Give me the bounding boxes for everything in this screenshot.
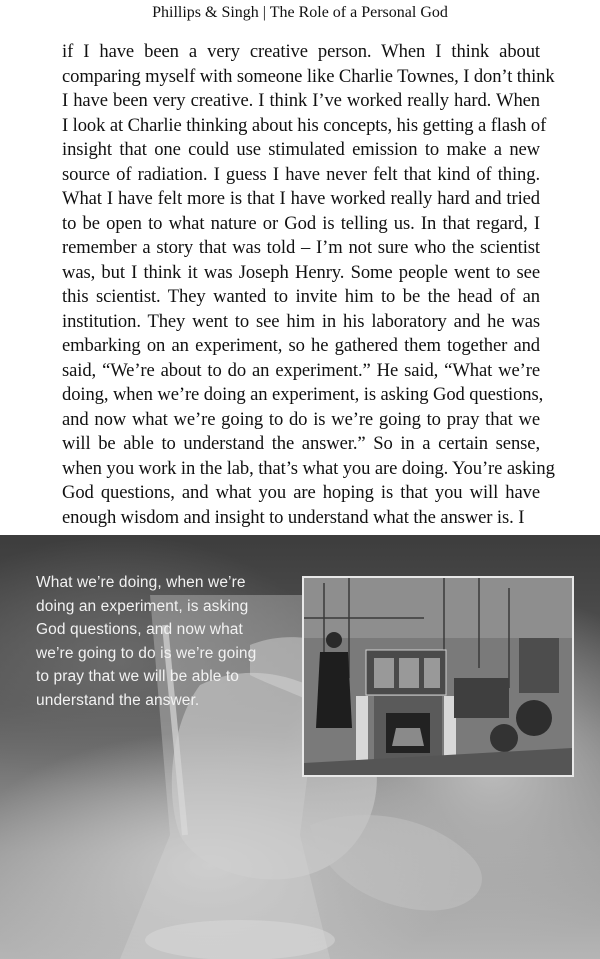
body-line: I look at Charlie thinking about his concepts, his getting a flash of — [62, 114, 547, 136]
body-line: this scientist. They wanted to invite him to be the head of an — [62, 286, 540, 307]
pull-quote-line: doing an experiment, is asking — [36, 597, 249, 615]
photo-panel — [0, 535, 600, 959]
pull-quote-line: God questions, and now what — [36, 621, 243, 638]
body-line: doing, when we’re doing an experiment, is asking God questions, — [62, 384, 544, 405]
laboratory-photo — [302, 576, 574, 777]
body-line: source of radiation. I guess I have never felt that kind of thing. — [62, 163, 540, 185]
body-line: was, but I think it was Joseph Henry. Some people went to see — [62, 261, 540, 283]
running-head: Phillips & Singh | The Role of a Personal God — [152, 4, 448, 21]
body-line: What I have felt more is that I have worked really hard and tried — [62, 188, 540, 209]
body-line: I have been very creative. I think I’ve worked really hard. When — [62, 90, 540, 111]
body-line: remember a story that was told – I’m not sure who the scientist — [62, 237, 540, 258]
pull-quote-line: What we’re doing, when we’re — [36, 574, 246, 591]
pull-quote-line: understand the answer. — [36, 691, 200, 709]
body-line: if I have been a very creative person. When I think about — [62, 41, 540, 62]
body-line: enough wisdom and insight to understand what the answer is. I — [62, 506, 525, 528]
body-line: institution. They went to see him in his laboratory and he was — [62, 310, 540, 332]
body-line: embarking on an experiment, so he gathered them together and — [62, 335, 540, 356]
body-line: to be open to what nature or God is telling us. In that regard, I — [62, 212, 540, 234]
body-line: said, “We’re about to do an experiment.” He said, “What we’re — [62, 359, 540, 381]
body-line: comparing myself with someone like Charlie Townes, I don’t think — [62, 65, 555, 87]
body-line: will be able to understand the answer.” So in a certain sense, — [62, 433, 540, 454]
pull-quote-line: to pray that we will be able to — [36, 668, 239, 685]
body-line: and now what we’re going to do is we’re going to pray that we — [62, 408, 540, 430]
laboratory-scene-illustration — [304, 578, 572, 775]
body-line: insight that one could use stimulated emission to make a new — [62, 139, 540, 160]
pull-quote-line: we’re going to do is we’re going — [36, 644, 257, 662]
body-text — [62, 40, 555, 530]
body-line: God questions, and what you are hoping is that you will have — [62, 482, 540, 503]
body-line: when you work in the lab, that’s what you are doing. You’re asking — [62, 457, 555, 479]
pull-quote — [36, 571, 276, 712]
